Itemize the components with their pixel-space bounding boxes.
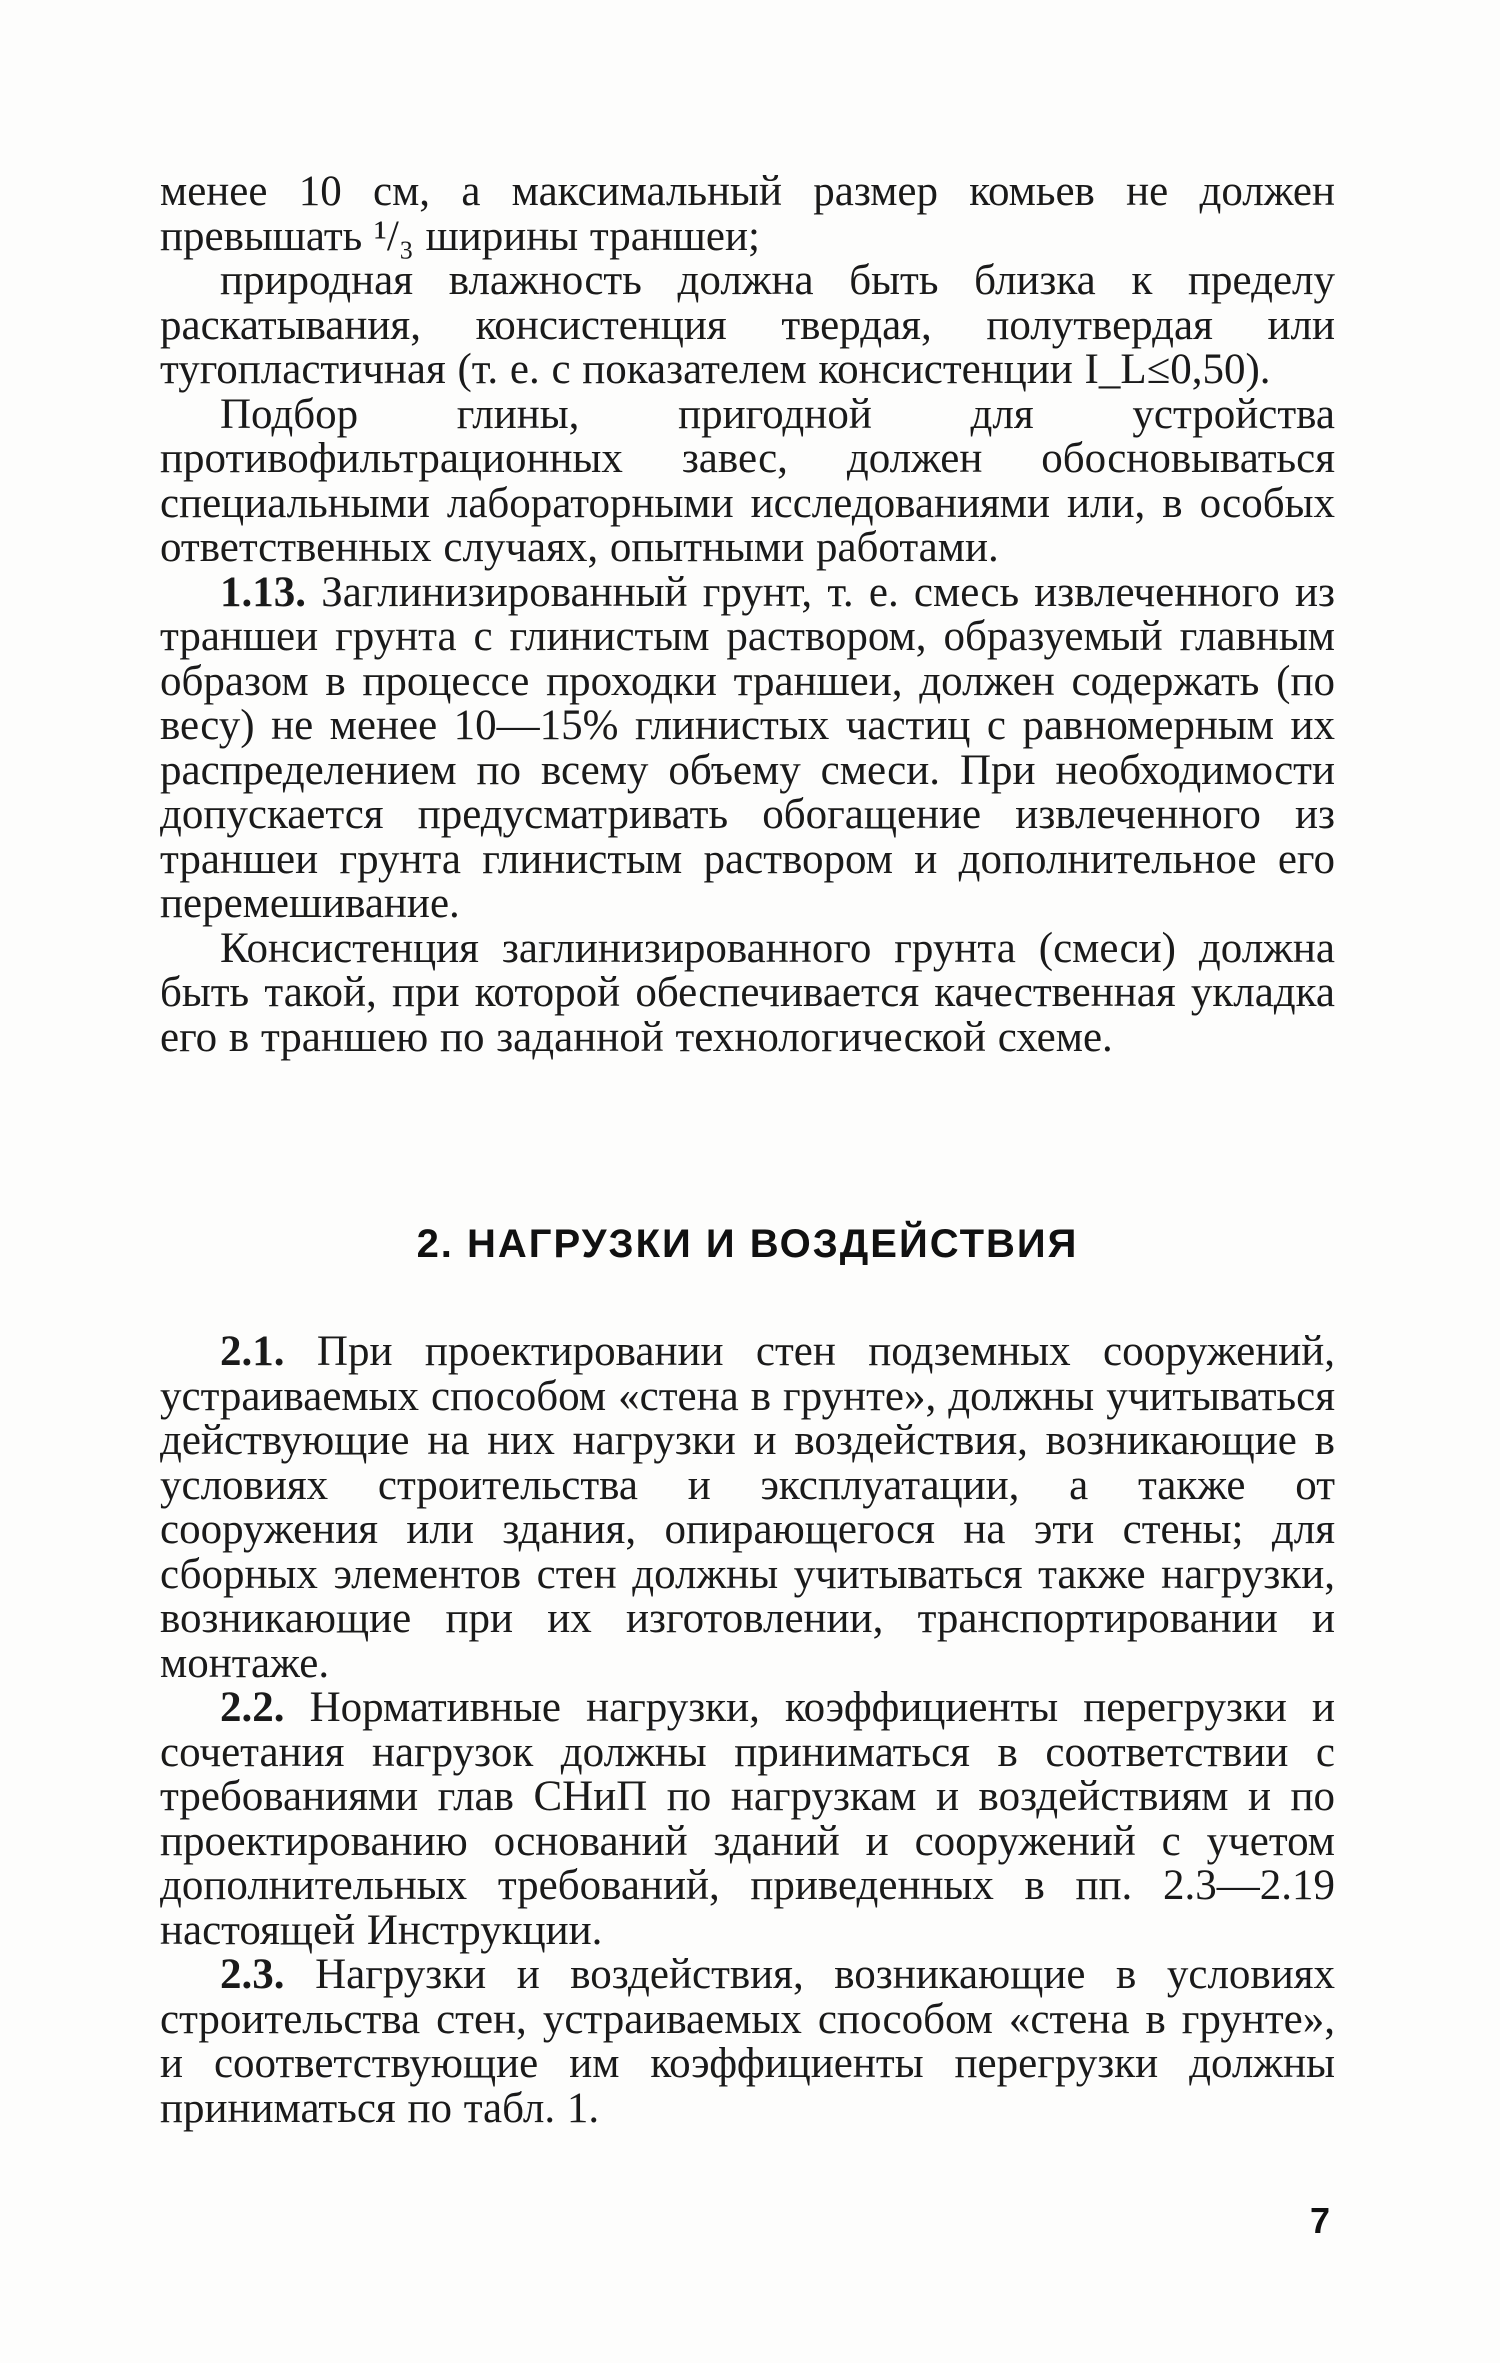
clause-number: 2.2.	[220, 1684, 285, 1731]
clause-number: 1.13.	[220, 568, 306, 616]
paragraph-clay-moisture: природная влажность должна быть близка к пределу раскатывания, консистенция твердая, полутвердая или тугопластичная (т. е. с показателем консистенции I_L≤0,50).	[160, 257, 1335, 393]
paragraph-clay-size: менее 10 см, а максимальный размер комьев не должен превышать ¹/₃ ширины траншеи;	[160, 168, 1335, 260]
clause-text: Нормативные нагрузки, коэффициенты перегрузки и сочетания нагрузок должны приниматься в соответствии с требованиями глав СНиП по нагрузкам и воздействиям и по проектированию оснований зданий и сооружений с учетом дополнительных требований, приведенных в пп. 2.3—2.19 настоящей Инструкции.	[160, 1684, 1335, 1954]
paragraph-1-13	[160, 568, 1335, 927]
text-block-section-2	[160, 1330, 1335, 2131]
clause-number: 2.3.	[220, 1951, 285, 1998]
paragraph-clay-selection: Подбор глины, пригодной для устройства противофильтрационных завес, должен обосновываться специальными лабораторными исследованиями или, в особых ответственных случаях, опытными работами.	[160, 390, 1335, 571]
paragraph-2-3	[160, 1953, 1335, 2131]
paragraph-2-2	[160, 1686, 1335, 1953]
paragraph-consistency: Консистенция заглинизированного грунта (смеси) должна быть такой, при которой обеспечивается качественная укладка его в траншею по заданной технологической схеме.	[160, 924, 1335, 1061]
text-block-top	[160, 170, 1335, 1060]
paragraph-2-1	[160, 1330, 1335, 1686]
page-number: 7	[1309, 2200, 1330, 2241]
section-heading: 2. НАГРУЗКИ И ВОЗДЕЙСТВИЯ	[416, 1222, 1079, 1266]
clause-number: 2.1.	[220, 1328, 285, 1375]
clause-text: Нагрузки и воздействия, возникающие в условиях строительства стен, устраиваемых способом «стена в грунте», и соответствующие им коэффициенты перегрузки должны приниматься по табл. 1.	[160, 1951, 1336, 2132]
clause-text: Заглинизированный грунт, т. е. смесь извлеченного из траншеи грунта с глинистым раствором, образуемый главным образом в процессе проходки траншеи, должен содержать (по весу) не менее 10—15% глинистых частиц с равномерным их распределением по всему объему смеси. При необходимости допускается предусматривать обогащение извлеченного из траншеи грунта глинистым раствором и дополнительное его перемешивание.	[160, 568, 1335, 927]
clause-text: При проектировании стен подземных сооружений, устраиваемых способом «стена в грунте», должны учитываться действующие на них нагрузки и воздействия, возникающие в условиях строительства и эксплуатации, а также от сооружения или здания, опирающегося на эти стены; для сборных элементов стен должны учитываться также нагрузки, возникающие при их изготовлении, транспортировании и монтаже.	[160, 1328, 1335, 1687]
